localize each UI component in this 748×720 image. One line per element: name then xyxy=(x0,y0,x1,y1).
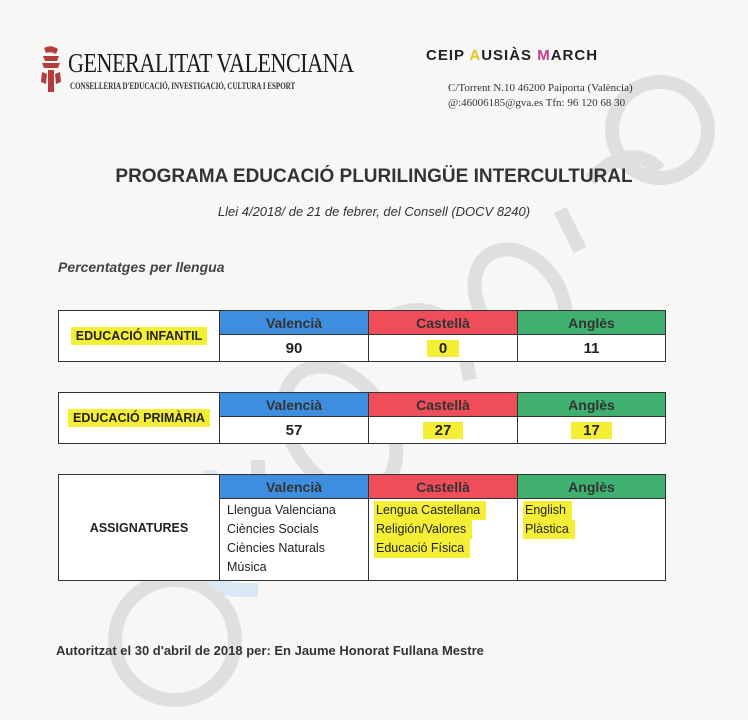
subject-item: Llengua Valenciana xyxy=(227,503,336,517)
section-heading: Percentatges per llengua xyxy=(58,259,225,275)
infantil-label: EDUCACIÓ INFANTIL xyxy=(71,327,207,345)
school-address: C/Torrent N.10 46200 Paiporta (València) @:46006185@gva.es Tfn: 96 120 68 30 xyxy=(448,82,633,109)
subject-item: Música xyxy=(227,560,267,574)
org-title: GENERALITAT VALENCIANA xyxy=(68,48,354,78)
header-castella: Castellà xyxy=(369,311,517,335)
org-subtitle: CONSELLERIA D'EDUCACIÓ, INVESTIGACIÓ, CULTURA I ESPORT xyxy=(70,81,296,91)
angles-subjects xyxy=(518,499,665,539)
header-valencia: Valencià xyxy=(220,475,368,499)
law-reference: Llei 4/2018/ de 21 de febrer, del Consell (DOCV 8240) xyxy=(217,204,531,219)
valencia-subjects xyxy=(220,499,368,577)
header-valencia: Valencià xyxy=(220,311,368,335)
subject-item: Plàstica xyxy=(523,520,575,539)
header-castella: Castellà xyxy=(369,393,517,417)
header-angles: Anglès xyxy=(518,393,665,417)
subject-item: Lengua Castellana xyxy=(374,501,486,520)
subject-item: English xyxy=(523,501,572,520)
infantil-castella-value: 0 xyxy=(427,340,459,357)
subject-item: Ciències Socials xyxy=(227,522,319,536)
subject-item: Educació Física xyxy=(374,539,470,558)
infantil-angles-value: 11 xyxy=(583,339,600,357)
subject-item: Religión/Valores xyxy=(374,520,472,539)
infantil-valencia-value: 90 xyxy=(285,339,303,357)
primaria-table xyxy=(58,392,666,444)
assignatures-label: ASSIGNATURES xyxy=(89,520,189,535)
header-angles: Anglès xyxy=(518,311,665,335)
authorization-line: Autoritzat el 30 d'abril de 2018 per: En Jaume Honorat Fullana Mestre xyxy=(56,643,484,658)
generalitat-logo-icon xyxy=(38,44,64,96)
header-castella: Castellà xyxy=(369,475,517,499)
header-angles: Anglès xyxy=(518,475,665,499)
primaria-castella-value: 27 xyxy=(423,422,464,439)
assignatures-table xyxy=(58,474,666,581)
primaria-label: EDUCACIÓ PRIMÀRIA xyxy=(68,409,210,427)
subject-item: Ciències Naturals xyxy=(227,541,325,555)
document-title: PROGRAMA EDUCACIÓ PLURILINGÜE INTERCULTURAL xyxy=(115,166,633,187)
school-name: CEIP AUSIÀS MARCH xyxy=(426,47,599,64)
primaria-angles-value: 17 xyxy=(571,422,612,439)
primaria-valencia-value: 57 xyxy=(285,421,303,439)
header-valencia: Valencià xyxy=(220,393,368,417)
infantil-table xyxy=(58,310,666,362)
castella-subjects xyxy=(369,499,517,558)
